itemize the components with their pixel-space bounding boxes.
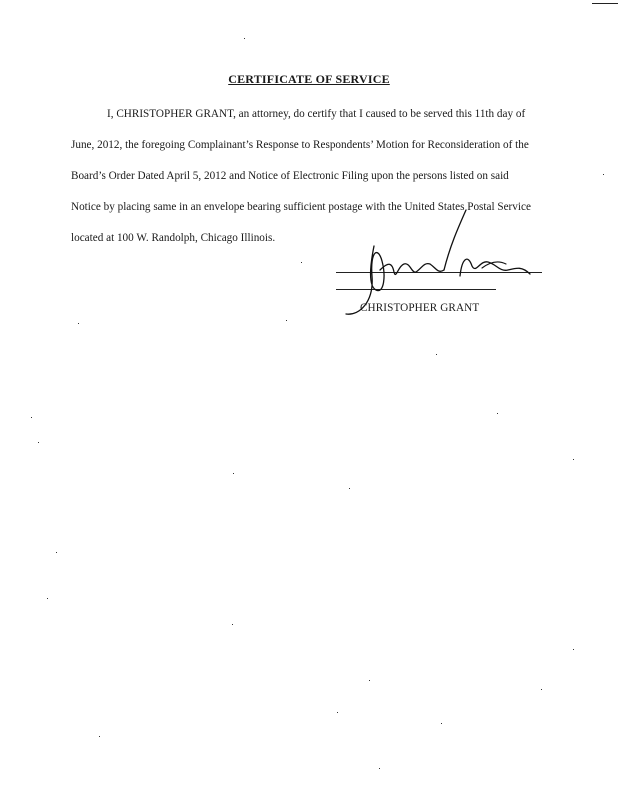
scan-speck: [603, 174, 604, 175]
scan-speck: [379, 768, 380, 769]
scan-speck: [337, 712, 338, 713]
scan-speck: [38, 442, 39, 443]
signature-stroke-loops: [380, 264, 444, 275]
scan-speck: [286, 320, 287, 321]
scan-speck: [573, 649, 574, 650]
scan-speck: [441, 723, 442, 724]
scan-speck: [573, 459, 574, 460]
scan-speck: [369, 680, 370, 681]
scan-speck: [436, 354, 437, 355]
document-title: CERTIFICATE OF SERVICE: [228, 72, 390, 86]
corner-scan-mark: [592, 3, 618, 4]
scan-speck: [31, 417, 32, 418]
scan-speck: [47, 598, 48, 599]
signer-name: CHRISTOPHER GRANT: [360, 302, 480, 314]
scan-speck: [541, 689, 542, 690]
scan-speck: [349, 488, 350, 489]
scan-speck: [233, 473, 234, 474]
scan-speck: [99, 736, 100, 737]
scan-speck: [56, 552, 57, 553]
scan-speck: [301, 262, 302, 263]
scan-speck: [244, 38, 245, 39]
scan-speck: [232, 624, 233, 625]
signature-stroke-tall: [444, 210, 466, 270]
scan-speck: [78, 323, 79, 324]
scan-speck: [497, 413, 498, 414]
certificate-paragraph: I, CHRISTOPHER GRANT, an attorney, do certify that I caused to be served this 11th day of June, 2012, the foregoing Complainant’s Response to Respondents’ Motion for Reconsideration of the Board’s Order Dated April 5, 2012 and Notice of Electronic Filing upon the persons listed on said Notice by placing same in an envelope bearing sufficient postage with the United States Postal Service located at 100 W. Randolph, Chicago Illinois.: [71, 108, 531, 244]
